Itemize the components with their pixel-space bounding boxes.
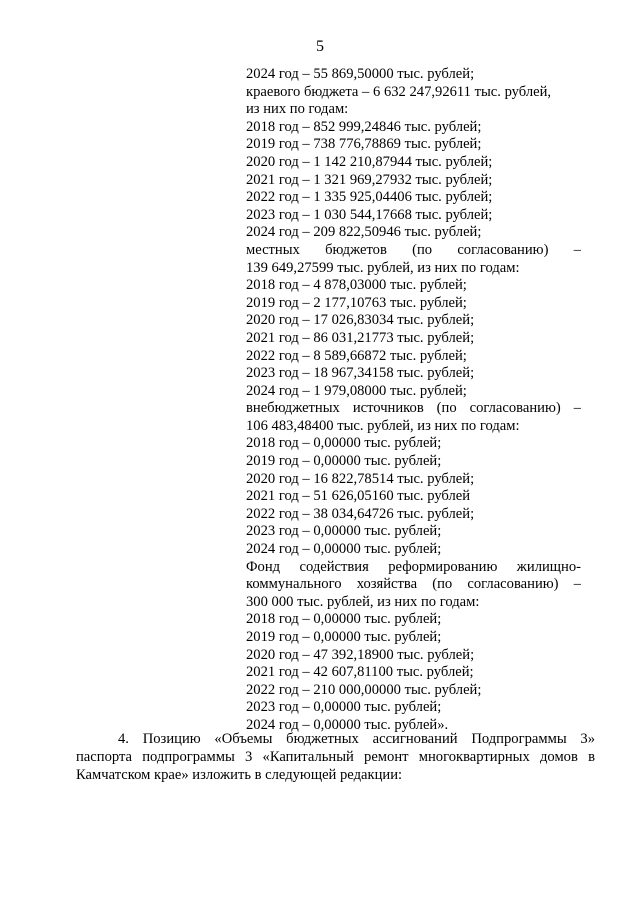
text-line: 139 649,27599 тыс. рублей, из них по годам: [246,259,520,276]
text-line: 2020 год – 1 142 210,87944 тыс. рублей; [246,153,493,170]
amendment-paragraph [76,730,595,785]
text-line: 2022 год – 8 589,66872 тыс. рублей; [246,347,467,364]
text-line: 2019 год – 0,00000 тыс. рублей; [246,629,442,645]
text-line: 2023 год – 0,00000 тыс. рублей; [246,523,442,540]
text-line: 2023 год – 0,00000 тыс. рублей; [246,699,442,716]
text-line: местных бюджетов (по согласованию) – [246,241,581,258]
text-line: внебюджетных источников (по согласованию) – [246,400,581,417]
text-line: 2020 год – 17 026,83034 тыс. рублей; [246,312,475,329]
text-line: 2019 год – 0,00000 тыс. рублей; [246,453,442,470]
budget-allocation-list [246,66,581,735]
text-line: 106 483,48400 тыс. рублей, из них по годам: [246,417,520,434]
paragraph-line-text: 4. Позицию «Объемы бюджетных ассигнований Подпрограммы 3» [118,731,595,747]
text-line: 2018 год – 4 878,03000 тыс. рублей; [246,277,467,294]
text-line: коммунального хозяйства (по согласованию) – [246,576,581,593]
text-line: 2024 год – 209 822,50946 тыс. рублей; [246,224,482,241]
text-line: 2018 год – 852 999,24846 тыс. рублей; [246,118,482,135]
text-line: из них по годам: [246,101,349,118]
text-line: 2019 год – 738 776,78869 тыс. рублей; [246,136,482,153]
paragraph-line [76,730,595,748]
text-line: 2021 год – 1 321 969,27932 тыс. рублей; [246,171,493,188]
text-line: 2021 год – 42 607,81100 тыс. рублей; [246,664,474,681]
text-line: 2022 год – 1 335 925,04406 тыс. рублей; [246,189,493,206]
text-line: 2018 год – 0,00000 тыс. рублей; [246,435,442,452]
text-line: 2019 год – 2 177,10763 тыс. рублей; [246,294,467,311]
text-line: 300 000 тыс. рублей, из них по годам: [246,593,480,610]
text-line: 2021 год – 86 031,21773 тыс. рублей; [246,329,475,346]
text-line: 2023 год – 1 030 544,17668 тыс. рублей; [246,206,493,223]
paragraph-line: паспорта подпрограммы 3 «Капитальный ремонт многоквартирных домов в [76,749,595,766]
paragraph-line: Камчатском крае» изложить в следующей редакции: [76,767,403,784]
text-line: 2024 год – 55 869,50000 тыс. рублей; [246,66,475,82]
page-number: 5 [316,38,324,55]
text-line: 2021 год – 51 626,05160 тыс. рублей [246,488,471,505]
text-line: краевого бюджета – 6 632 247,92611 тыс. рублей, [246,83,552,100]
text-line: 2020 год – 16 822,78514 тыс. рублей; [246,470,475,487]
text-line: 2022 год – 210 000,00000 тыс. рублей; [246,681,482,698]
text-line: 2023 год – 18 967,34158 тыс. рублей; [246,365,475,382]
text-line: Фонд содействия реформированию жилищно- [246,558,581,575]
text-line: 2020 год – 47 392,18900 тыс. рублей; [246,646,475,663]
text-line: 2024 год – 0,00000 тыс. рублей; [246,541,442,558]
text-line: 2022 год – 38 034,64726 тыс. рублей; [246,505,475,522]
text-line: 2024 год – 1 979,08000 тыс. рублей; [246,382,467,399]
text-line: 2018 год – 0,00000 тыс. рублей; [246,611,442,628]
text-line: 2024 год – 0,00000 тыс. рублей». [246,716,449,733]
